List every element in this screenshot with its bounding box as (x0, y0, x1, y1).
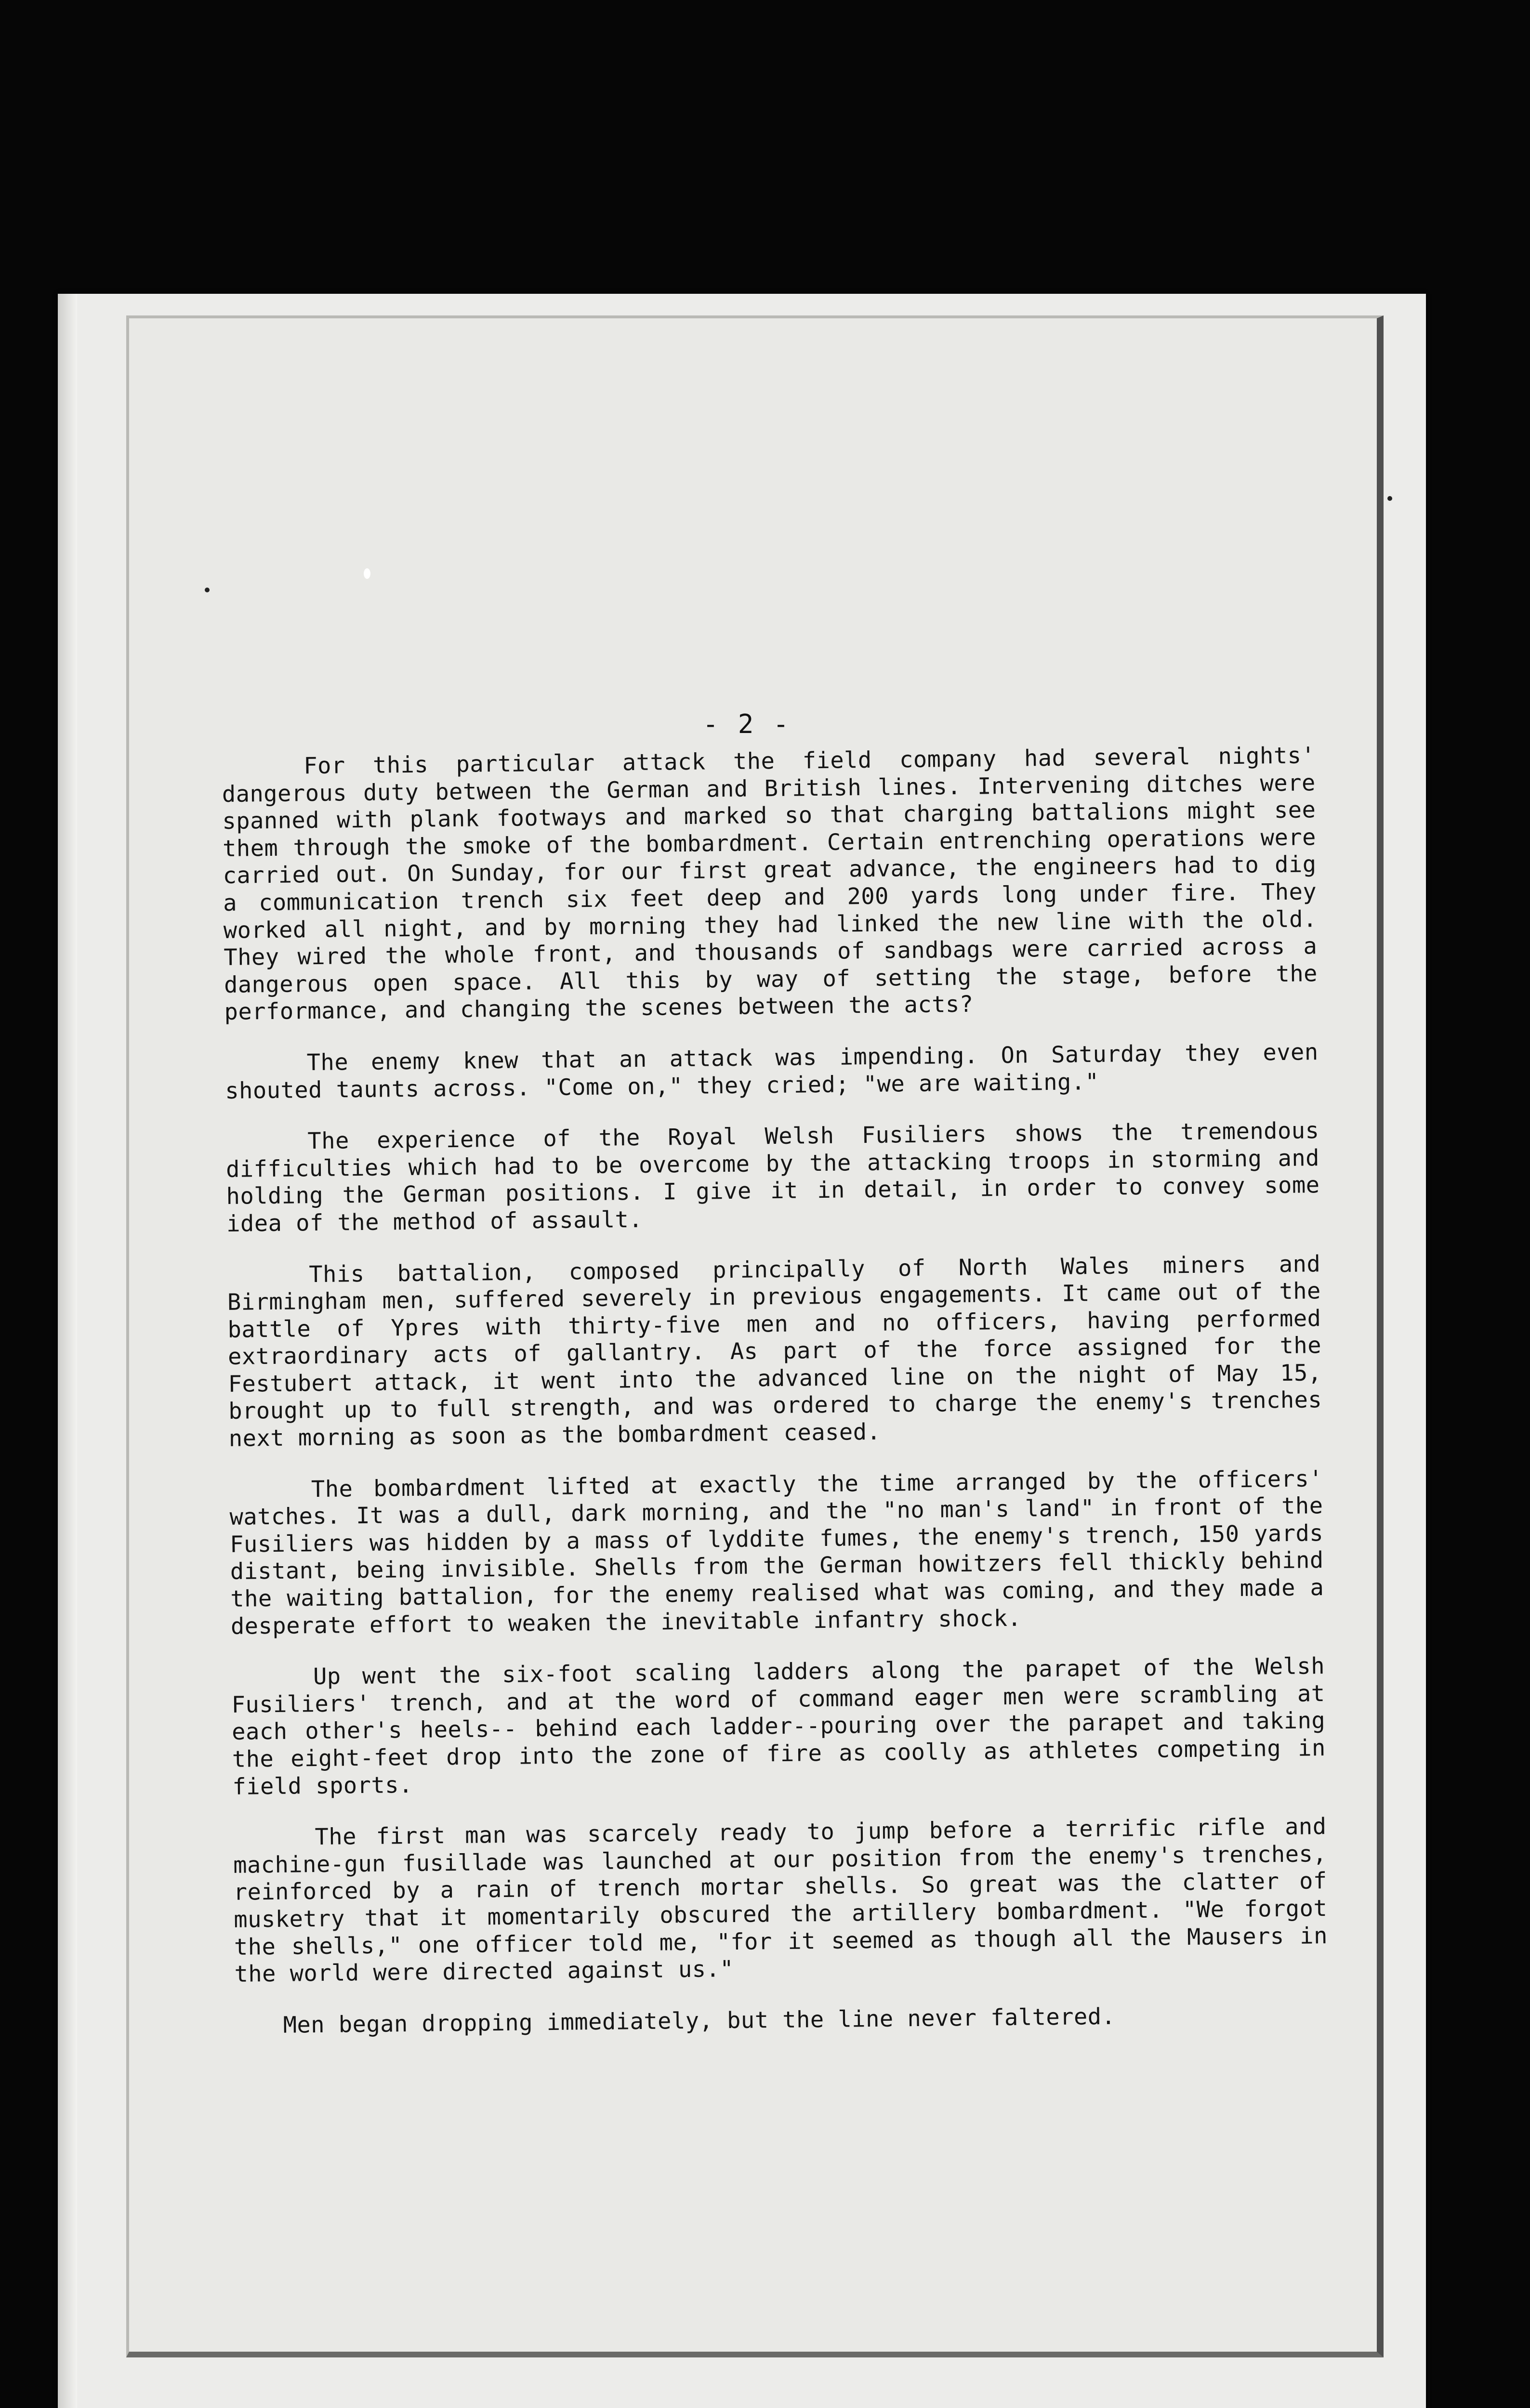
paper-speck (364, 568, 370, 579)
paragraph-3: The experience of the Royal Welsh Fusiliers shows the tremendous difficulties which had to be overcome by the attacking troops in storming and holding the German positions. I give it in detail, in order to convey some idea of the method of assault. (225, 1117, 1320, 1237)
ink-speck (205, 588, 210, 592)
paragraph-1: For this particular attack the field company had several nights' dangerous duty between the German and British lines. Intervening ditches were spanned with plank footways and marked so that charging battalions might see them through the smoke of the bombardment. Certain entrenching operations were carried out. On Sunday, for our first great advance, the engineers had to dig a communication trench six feet deep and 200 yards long under fire. They worked all night, and by morning they had linked the new line with the old. They wired the whole front, and thousands of sandbags were carried across a dangerous open space. All this by way of setting the stage, before the performance, and changing the scenes between the acts? (222, 742, 1318, 1026)
paragraph-5: The bombardment lifted at exactly the time arranged by the officers' watches. It was a dull, dark morning, and the "no man's land" in front of the Fusiliers was hidden by a mass of lyddite fumes, the enemy's trench, 150 yards distant, being invisible. Shells from the German howitzers fell thickly behind the waiting battalion, for the enemy realised what was coming, and they made a desperate effort to weaken the inevitable infantry shock. (229, 1465, 1324, 1640)
backing-sheet-edge (58, 294, 77, 2408)
page-number: - 2 - (702, 709, 791, 739)
paragraph-4: This battalion, composed principally of North Wales miners and Birmingham men, suffered severely in previous engagements. It came out of the battle of Ypres with thirty-five men and no officers, having performed extraordinary acts of gallantry. As part of the force assigned for the Festubert attack, it went into the advanced line on the night of May 15, brought up to full strength, and was ordered to charge the enemy's trenches next morning as soon as the bombardment ceased. (227, 1250, 1322, 1452)
document-body (222, 742, 1329, 2064)
paragraph-7: The first man was scarcely ready to jump before a terrific rifle and machine-gun fusillade was launched at our position from the enemy's trenches, reinforced by a rain of trench mortar shells. So great was the clatter of musketry that it momentarily obscured the artillery bombardment. "We forgot the shells," one officer told me, "for it seemed as though all the Mausers in the world were directed against us." (233, 1813, 1328, 1988)
ink-speck (1387, 496, 1392, 501)
paragraph-6: Up went the six-foot scaling ladders along the parapet of the Welsh Fusiliers' trench, and at the word of command eager men were scrambling at each other's heels-- behind each ladder--pouring over the parapet and taking the eight-feet drop into the zone of fire as coolly as athletes competing in field sports. (231, 1653, 1326, 1800)
paragraph-8: Men began dropping immediately, but the line never faltered. (283, 2003, 1116, 2039)
paragraph-2: The enemy knew that an attack was impending. On Saturday they even shouted taunts across. "Come on," they cried; "we are waiting." (225, 1039, 1319, 1104)
